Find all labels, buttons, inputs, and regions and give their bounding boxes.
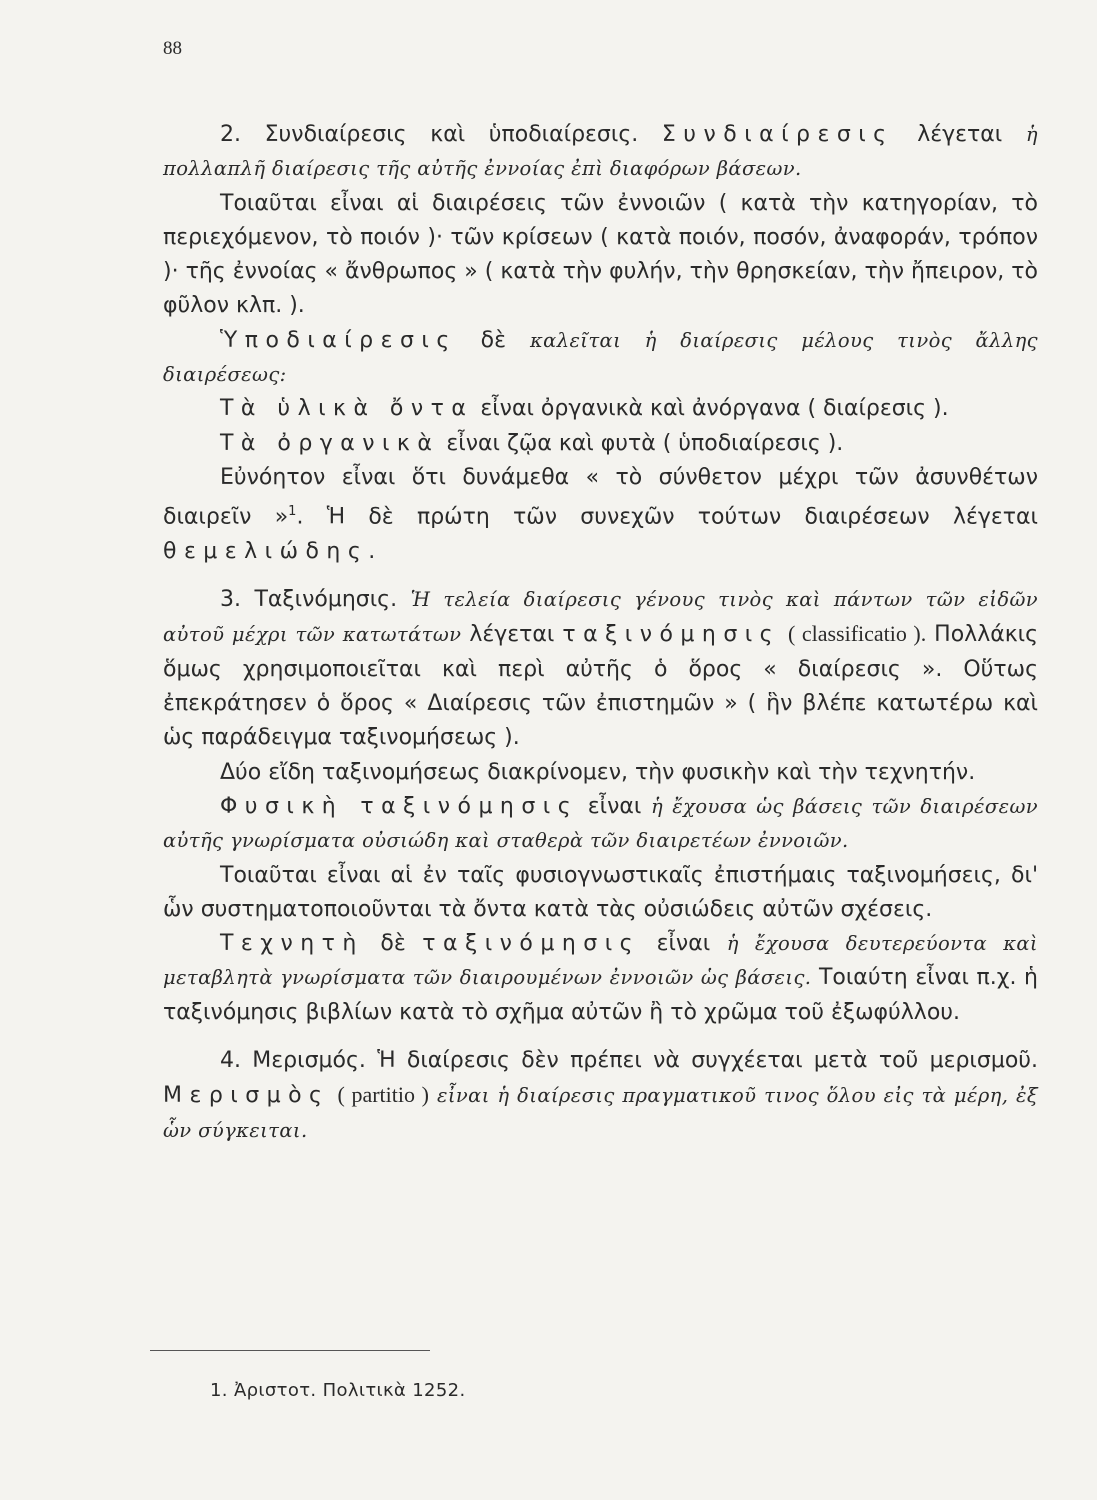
- text: λέγεται: [469, 622, 555, 648]
- term-taxinomisis: ταξινόμησις: [562, 622, 781, 648]
- section-2-paragraph: [163, 118, 1038, 187]
- text: δὲ: [380, 931, 406, 957]
- text: Πολλάκις ὅμως χρησιμοποιεῖται καὶ περὶ αὐτῆς ὁ ὅρος « διαίρεσις ». Οὕτως ἐπεκράτησεν ὁ ὅρος « Διαίρεσις τῶν ἐπιστημῶν » ( ἣν βλέπε κατωτέρω καὶ ὡς παράδειγμα ταξινομήσεως ).: [163, 622, 1039, 751]
- text: εἶναι: [656, 931, 711, 957]
- text: δὲ: [480, 327, 507, 353]
- example-line: [163, 427, 1038, 461]
- section-4-paragraph: [163, 1044, 1038, 1148]
- latin-term: ( classificatio ).: [788, 621, 927, 647]
- section-3-paragraph: [163, 583, 1038, 755]
- term: Τὰ ὑλικὰ ὄντα: [220, 396, 474, 422]
- paragraph: Δύο εἴδη ταξινομήσεως διακρίνομεν, τὴν φυσικὴν καὶ τὴν τεχνητήν.: [220, 759, 976, 785]
- term-ypodiairesis: Ὑποδιαίρεσις: [220, 327, 457, 353]
- text: εἶναι: [587, 793, 642, 819]
- definition-techniti: ἡ ἔχουσα δευτερεύοντα καὶ μεταβλητὰ γνωρίσματα τῶν διαιρουμένων ἐννοιῶν ὡς βάσεις.: [163, 932, 1038, 990]
- text: εἶναι ζῷα καὶ φυτὰ ( ὑποδιαίρεσις ).: [446, 430, 844, 456]
- footnote-ref: 1: [288, 504, 297, 520]
- text: λέγεται: [917, 122, 1003, 147]
- term-syndiairesis: Συνδιαίρεσις: [661, 122, 894, 147]
- paragraph: Τοιαῦται εἶναι αἱ διαιρέσεις τῶν ἐννοιῶν ( κατὰ τὴν κατηγορίαν, τὸ περιεχόμενον, τὸ ποιόν )· τῶν κρίσεων ( κατὰ ποιόν, ποσόν, ἀναφοράν, τρόπον )· τῆς ἐννοίας « ἄνθρωπος » ( κατὰ τὴν φυλήν, τὴν θρησκείαν, τὴν ἤπειρον, τὸ φῦλον κλπ. ).: [163, 190, 1038, 319]
- paragraph: [163, 790, 1038, 859]
- section-3-heading: 3. Ταξινόμησις.: [220, 587, 398, 613]
- example-line: [163, 392, 1038, 426]
- paragraph: [163, 927, 1038, 1030]
- definition-ypodiairesis: καλεῖται ἡ διαίρεσις μέλους τινὸς ἄλλης διαιρέσεως:: [163, 328, 1038, 387]
- definition-fysiki: ἡ ἔχουσα ὡς βάσεις τῶν διαιρέσεων αὐτῆς γνωρίσματα οὐσιώδη καὶ σταθερὰ τῶν διαιρετέων ἐννοιῶν.: [163, 794, 1038, 853]
- footnote-divider: [150, 1350, 430, 1351]
- term: ταξινόμησις: [422, 931, 641, 957]
- text: Ἡ διαίρεσις δὲν πρέπει νὰ συγχέεται μετὰ τοῦ μερισμοῦ.: [377, 1048, 1039, 1074]
- page-body: [163, 118, 1038, 1148]
- paragraph: [163, 461, 1038, 569]
- text: εἶναι ὀργανικὰ καὶ ἀνόργανα ( διαίρεσις ).: [480, 396, 949, 422]
- definition-taxinomisis: Ἡ τελεία διαίρεσις γένους τινὸς καὶ πάντων τῶν εἰδῶν αὐτοῦ μέχρι τῶν κατωτάτων: [163, 588, 1038, 647]
- term-merismos: Μερισμὸς: [163, 1083, 330, 1109]
- page-number: 88: [163, 38, 182, 59]
- paragraph: Τοιαῦται εἶναι αἱ ἐν ταῖς φυσιογνωστικαῖς ἐπιστήμαις ταξινομήσεις, δι' ὧν συστηματοποιοῦνται τὰ ὄντα κατὰ τὰς οὐσιώδεις αὐτῶν σχέσεις.: [163, 862, 1038, 922]
- latin-term: ( partitio ): [337, 1082, 429, 1108]
- text: Εὐνόητον εἶναι ὅτι δυνάμεθα « τὸ σύνθετον μέχρι τῶν ἀσυνθέτων διαιρεῖν »: [163, 464, 1038, 530]
- footnote: 1. Ἀριστοτ. Πολιτικὰ 1252.: [210, 1380, 466, 1401]
- definition-merismos: εἶναι ἡ διαίρεσις πραγματικοῦ τινος ὅλου εἰς τὰ μέρη, ἐξ ὧν σύγκειται.: [163, 1084, 1039, 1142]
- text: Τοιαύτη εἶναι π.χ. ἡ ταξινόμησις βιβλίων κατὰ τὸ σχῆμα αὐτῶν ἢ τὸ χρῶμα τοῦ ἐξωφύλλου.: [163, 965, 1038, 1025]
- section-4-heading: 4. Μερισμός.: [220, 1048, 366, 1074]
- term-techniti: Τεχνητὴ: [220, 931, 364, 957]
- section-2-heading: 2. Συνδιαίρεσις καὶ ὑποδιαίρεσις.: [220, 122, 639, 147]
- term: Τὰ ὀργανικὰ: [220, 430, 440, 456]
- definition-syndiairesis: ἡ πολλαπλῆ διαίρεσις τῆς αὐτῆς ἐννοίας ἐπὶ διαφόρων βάσεων.: [163, 123, 1038, 181]
- term-fysiki: Φυσικὴ ταξινόμησις: [220, 793, 579, 819]
- term-themeliodis: θεμελιώδης.: [163, 538, 383, 564]
- text: . Ἡ δὲ πρώτη τῶν συνεχῶν τούτων διαιρέσεων λέγεται: [296, 504, 1038, 530]
- paragraph: [163, 324, 1038, 393]
